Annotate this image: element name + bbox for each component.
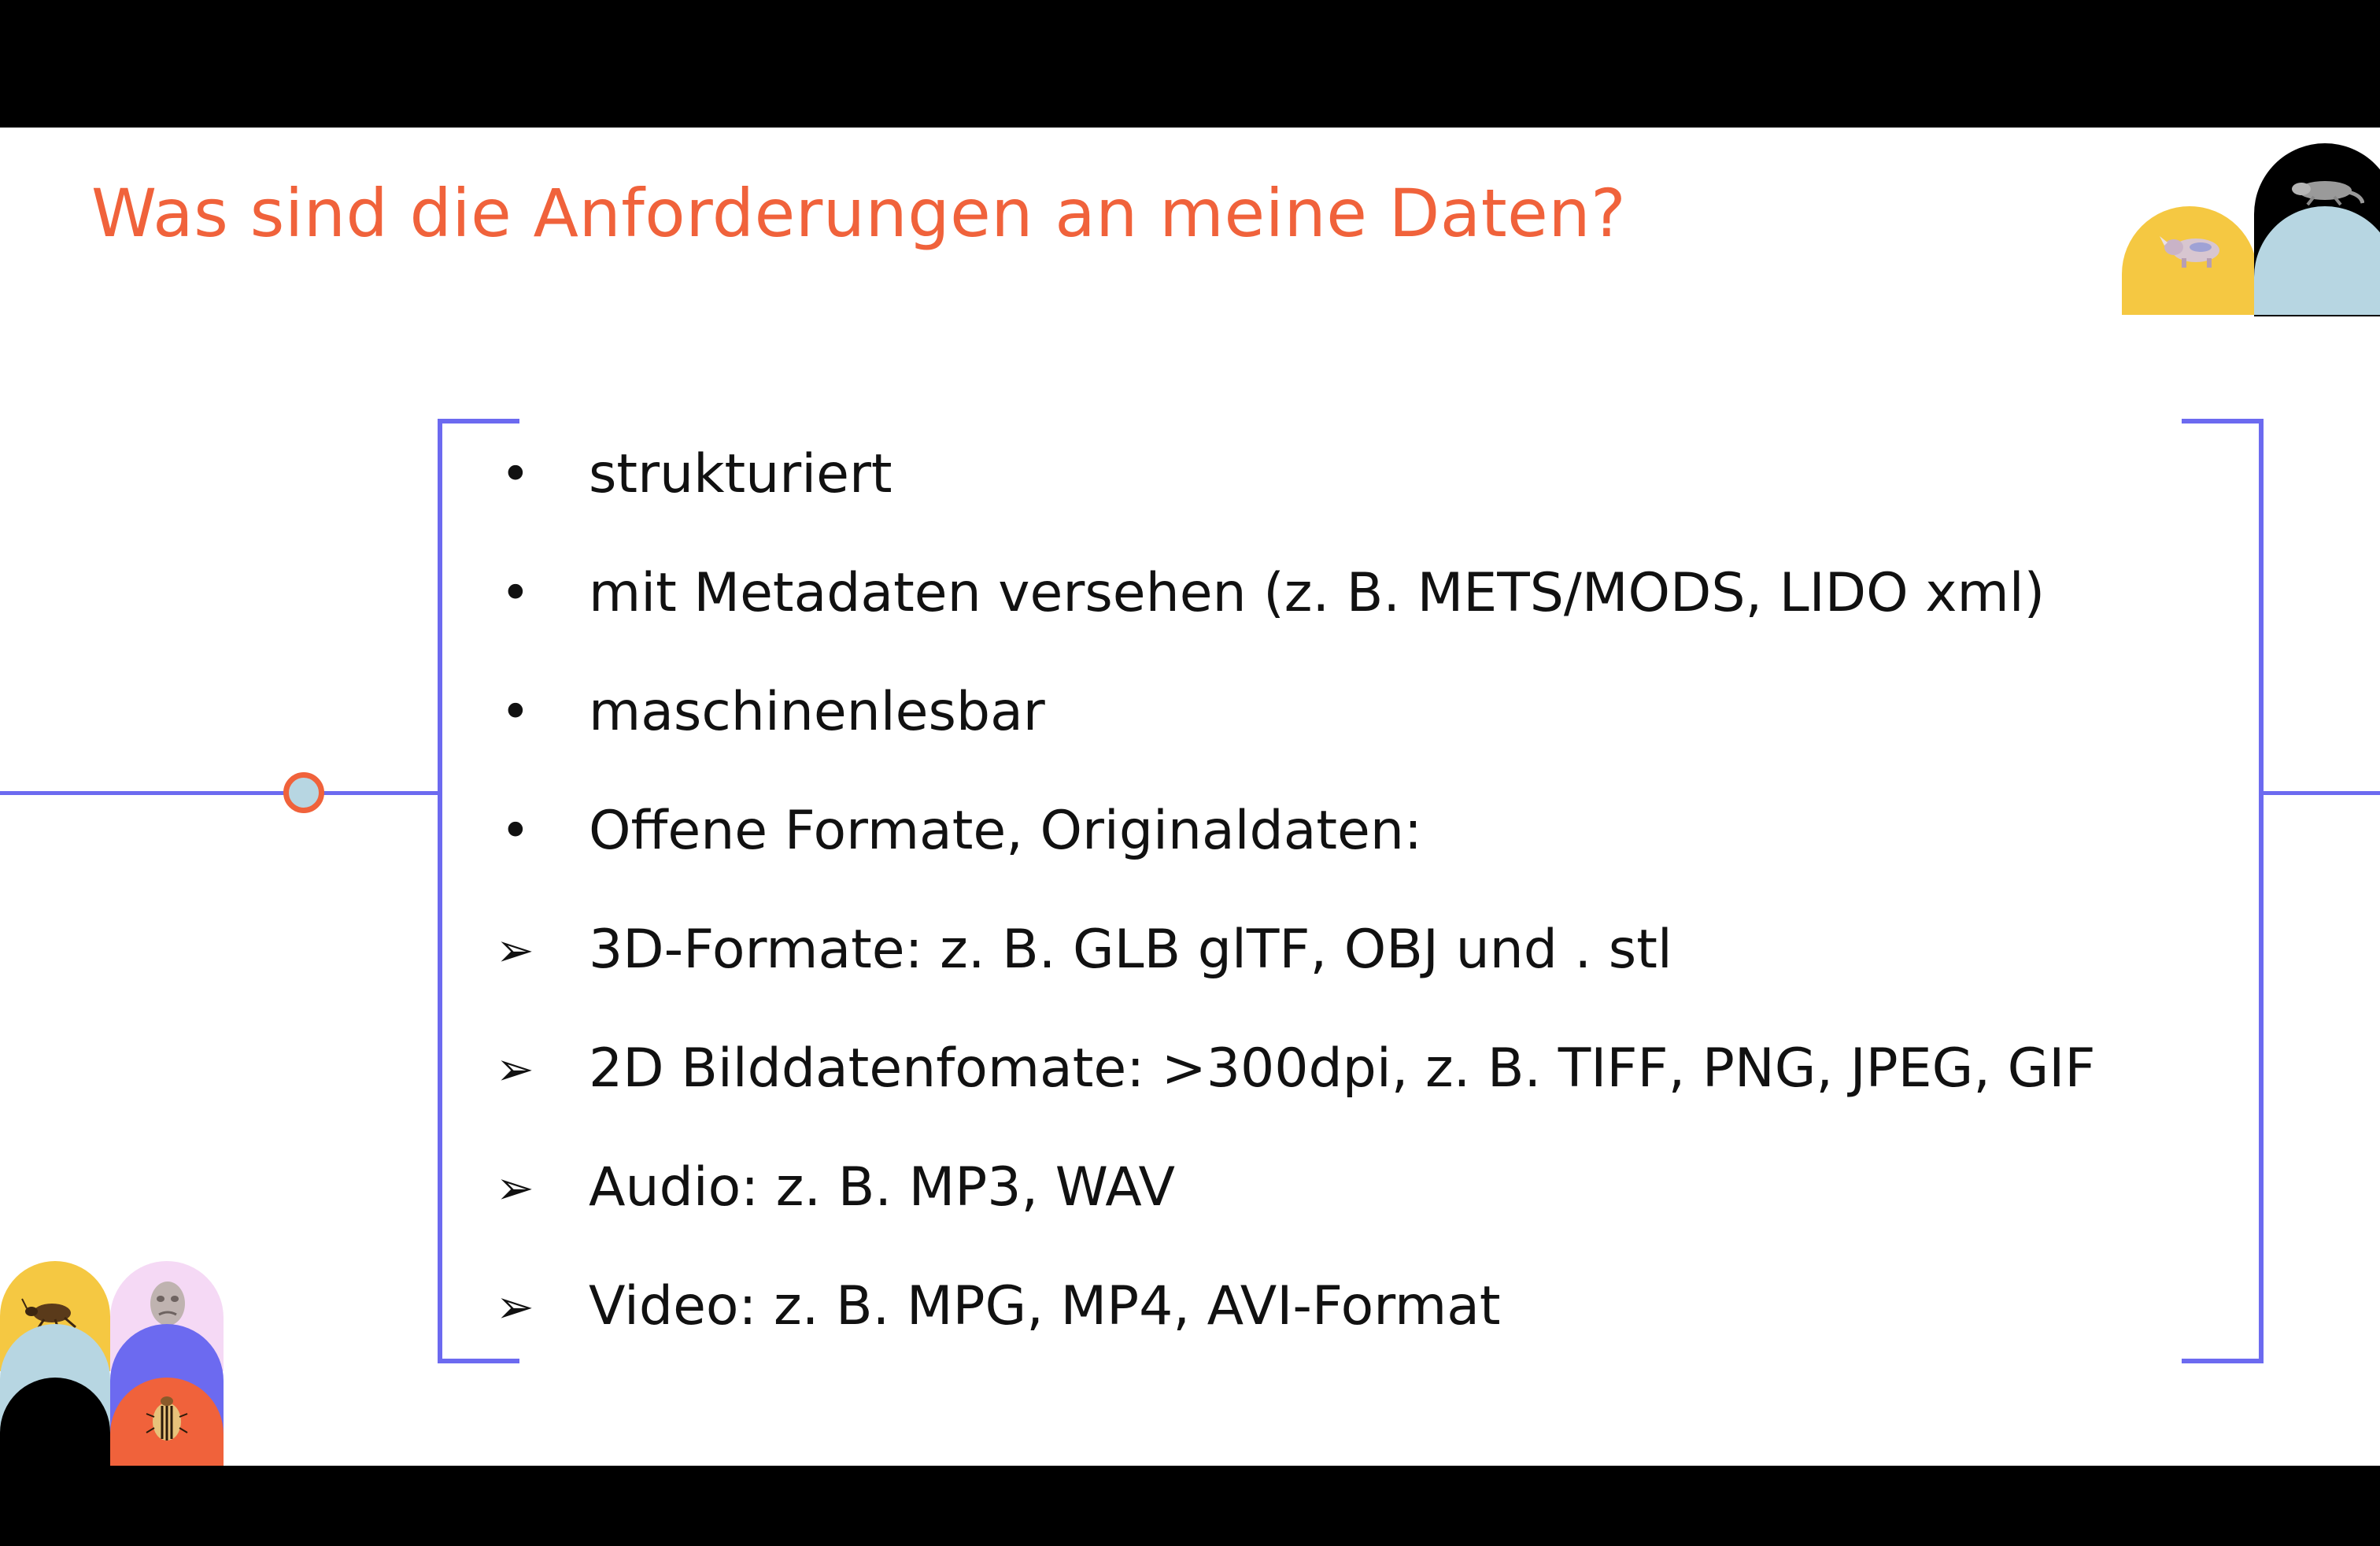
- bullet-marker: •: [501, 801, 530, 860]
- list-item-text: Video: z. B. MPG, MP4, AVI-Format: [589, 1275, 1501, 1337]
- list-item-text: mit Metadaten versehen (z. B. METS/MODS, LIDO xml): [589, 562, 2046, 624]
- connector-line-right: [2260, 791, 2380, 795]
- mask-icon: [146, 1278, 189, 1329]
- list-item-text: 3D-Formate: z. B. GLB glTF, OBJ und . stl: [589, 919, 1672, 981]
- presentation-slide: [0, 128, 2380, 1466]
- arrow-marker-icon: ➢: [496, 1041, 534, 1096]
- bracket-right: [2182, 419, 2264, 1363]
- bullet-marker: •: [501, 682, 530, 742]
- list-item-text: strukturiert: [589, 443, 893, 505]
- arrow-marker-icon: ➢: [496, 1160, 534, 1215]
- list-item-text: Offene Formate, Originaldaten:: [589, 800, 1422, 862]
- requirements-list: [496, 415, 2180, 1366]
- list-item-text: Audio: z. B. MP3, WAV: [589, 1156, 1175, 1219]
- list-item: [496, 415, 2180, 534]
- arch-yellow-top-right: [2122, 206, 2257, 315]
- list-item: [496, 1009, 2180, 1128]
- rhino-icon: [2158, 224, 2229, 271]
- list-item-text: maschinenlesbar: [589, 681, 1045, 743]
- list-item: [496, 653, 2180, 771]
- bottom-black-bar: [0, 1466, 2380, 1546]
- list-item: [496, 890, 2180, 1009]
- list-item: [496, 771, 2180, 890]
- list-item: [496, 534, 2180, 653]
- top-black-bar: [0, 0, 2380, 128]
- list-item: [496, 1247, 2180, 1366]
- arrow-marker-icon: ➢: [496, 1279, 534, 1333]
- arrow-marker-icon: ➢: [496, 923, 534, 977]
- bullet-marker: •: [501, 445, 530, 504]
- bullet-marker: •: [501, 564, 530, 623]
- connector-dot: [283, 772, 324, 813]
- slide-title: Was sind die Anforderungen an meine Daten?: [91, 175, 1627, 252]
- list-item-text: 2D Bilddatenfomate: >300dpi, z. B. TIFF, PNG, JPEG, GIF: [589, 1037, 2096, 1100]
- connector-line-left: [0, 791, 441, 795]
- list-item: [496, 1128, 2180, 1247]
- lizard-icon: [2286, 172, 2364, 206]
- beetle-icon: [143, 1390, 190, 1445]
